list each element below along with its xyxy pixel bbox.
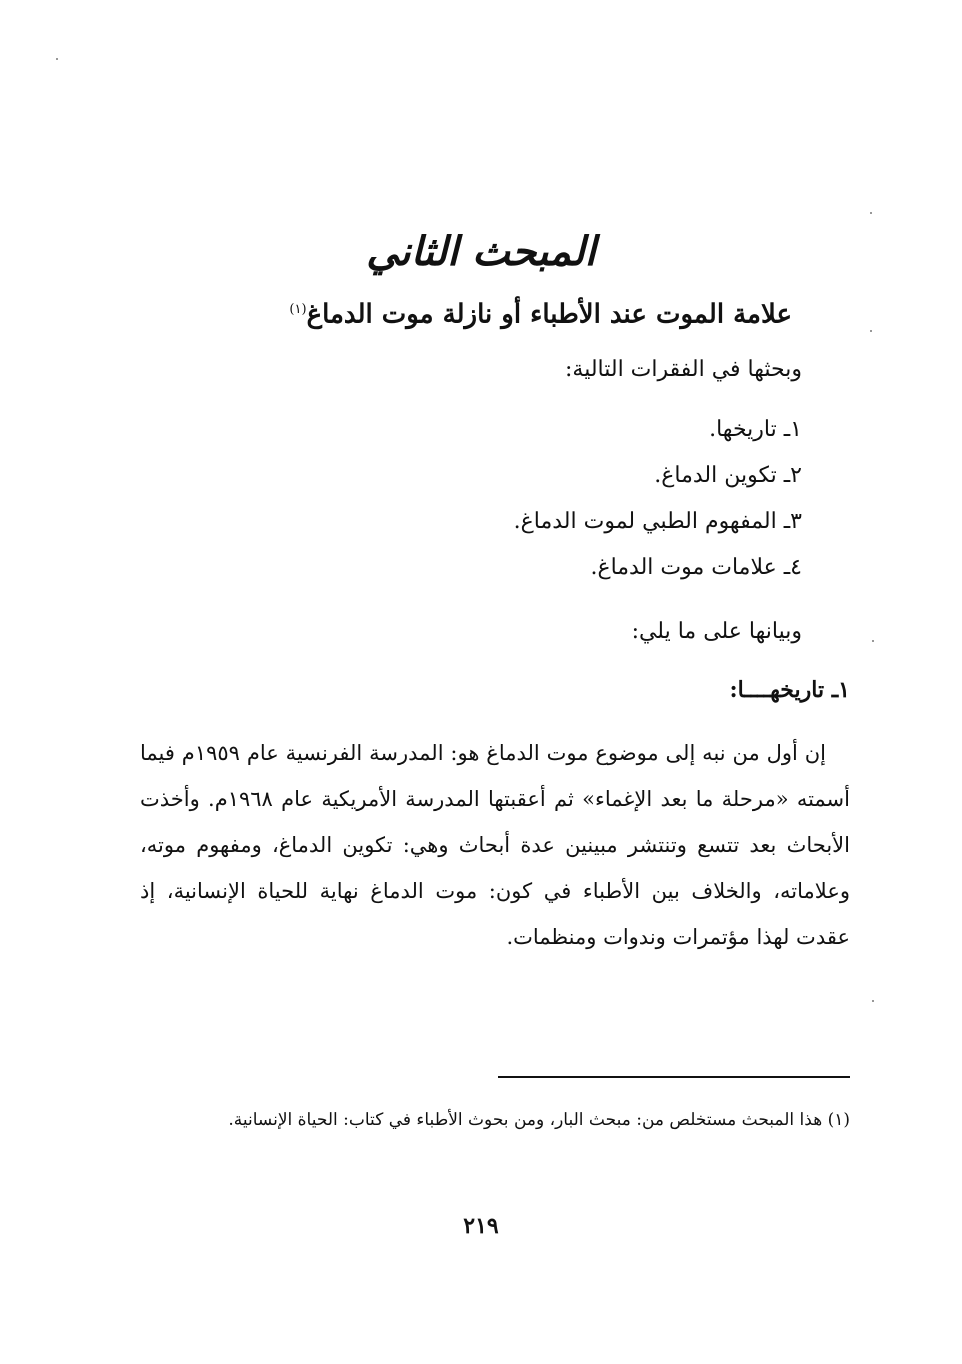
section-title: ١ـ تاريخهــــا: [729, 677, 850, 703]
list-item: ٢ـ تكوين الدماغ. [654, 463, 802, 488]
chapter-subtitle-text: علامة الموت عند الأطباء أو نازلة موت الدماغ [306, 299, 792, 330]
scan-speck [56, 58, 58, 60]
page-number: ٢١٩ [463, 1213, 499, 1239]
list-item: ٤ـ علامات موت الدماغ. [590, 555, 802, 580]
footnote-divider [498, 1076, 850, 1078]
scan-speck [870, 330, 872, 332]
body-paragraph: إن أول من نبه إلى موضوع موت الدماغ هو: المدرسة الفرنسية عام ١٩٥٩م فيما أسمته «مرحلة ما بعد الإغماء» ثم أعقبتها المدرسة الأمريكية عام ١٩٦٨م. وأخذت الأبحاث بعد تتسع وتنتشر مبينين عدة أبحاث وهي: تكوين الدماغ، ومفهوم موته، وعلاماته، والخلاف بين الأطباء في كون: موت الدماغ نهاية للحياة الإنسانية، إذ عقدت لهذا مؤتمرات وندوات ومنظمات. [140, 741, 850, 949]
scan-speck [872, 1000, 874, 1002]
intro-line: وبحثها في الفقرات التالية: [564, 357, 802, 382]
scan-speck [872, 640, 874, 642]
chapter-subtitle [289, 288, 792, 337]
footnote-reference: (١) [289, 302, 307, 317]
scan-speck [870, 212, 872, 214]
chapter-heading: المبحث الثاني [366, 228, 596, 275]
list-item: ٣ـ المفهوم الطبي لموت الدماغ. [513, 509, 802, 534]
lead-line: وبيانها على ما يلي: [631, 619, 802, 644]
footnote: (١) هذا المبحث مستخلص من: مبحث البار، ومن بحوث الأطباء في كتاب: الحياة الإنسانية. [228, 1110, 850, 1130]
list-item: ١ـ تاريخها. [709, 417, 802, 442]
